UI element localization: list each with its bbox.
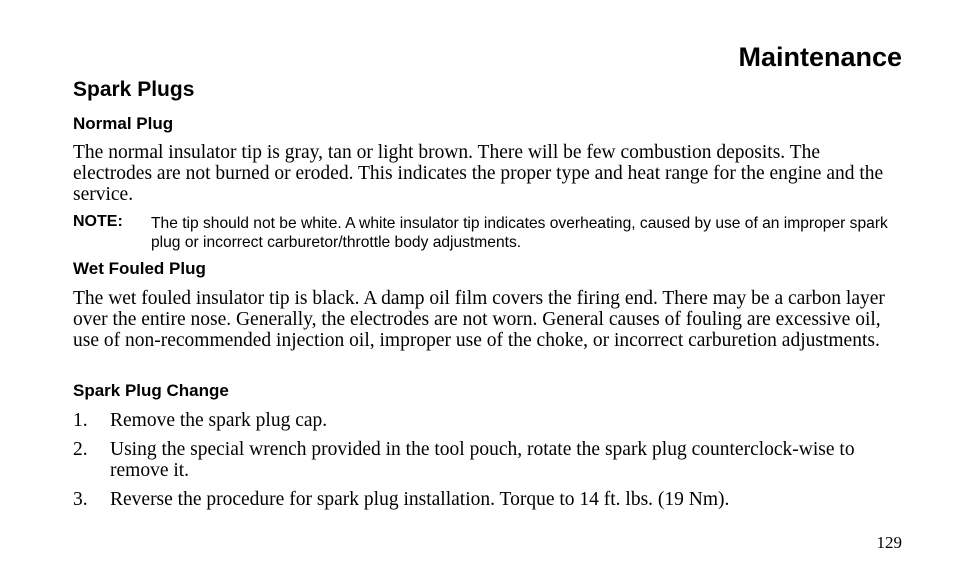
step-text: Remove the spark plug cap.	[110, 410, 328, 431]
step-number: 3.	[73, 489, 88, 510]
normal-plug-heading: Normal Plug	[73, 114, 174, 133]
page-title: Spark Plugs	[73, 78, 195, 101]
step-number: 1.	[73, 410, 88, 431]
page-number: 129	[876, 533, 902, 552]
wet-fouled-plug-heading: Wet Fouled Plug	[73, 259, 206, 278]
step-text: Reverse the procedure for spark plug installation. Torque to 14 ft. lbs. (19 Nm).	[110, 489, 730, 510]
normal-plug-text: The normal insulator tip is gray, tan or light brown. There will be few combustion deposits. The electrodes are not burned or eroded. This indicates the proper type and heat range for the engine and the service.	[73, 142, 884, 205]
note-label: NOTE:	[73, 213, 123, 230]
step-text: Using the special wrench provided in the tool pouch, rotate the spark plug counterclock-wise to remove it.	[110, 439, 855, 481]
step-number: 2.	[73, 439, 88, 460]
spark-plug-change-heading: Spark Plug Change	[73, 381, 229, 400]
note-text: The tip should not be white. A white insulator tip indicates overheating, caused by use of an improper spark plug or incorrect carburetor/throttle body adjustments.	[151, 215, 888, 251]
wet-fouled-plug-text: The wet fouled insulator tip is black. A damp oil film covers the firing end. There may be a carbon layer over the entire nose. Generally, the electrodes are not worn. General causes of fouling are excessive oil, use of non-recommended injection oil, improper use of the choke, or incorrect carburetion adjustments.	[73, 288, 885, 351]
section-title: Maintenance	[738, 42, 902, 72]
